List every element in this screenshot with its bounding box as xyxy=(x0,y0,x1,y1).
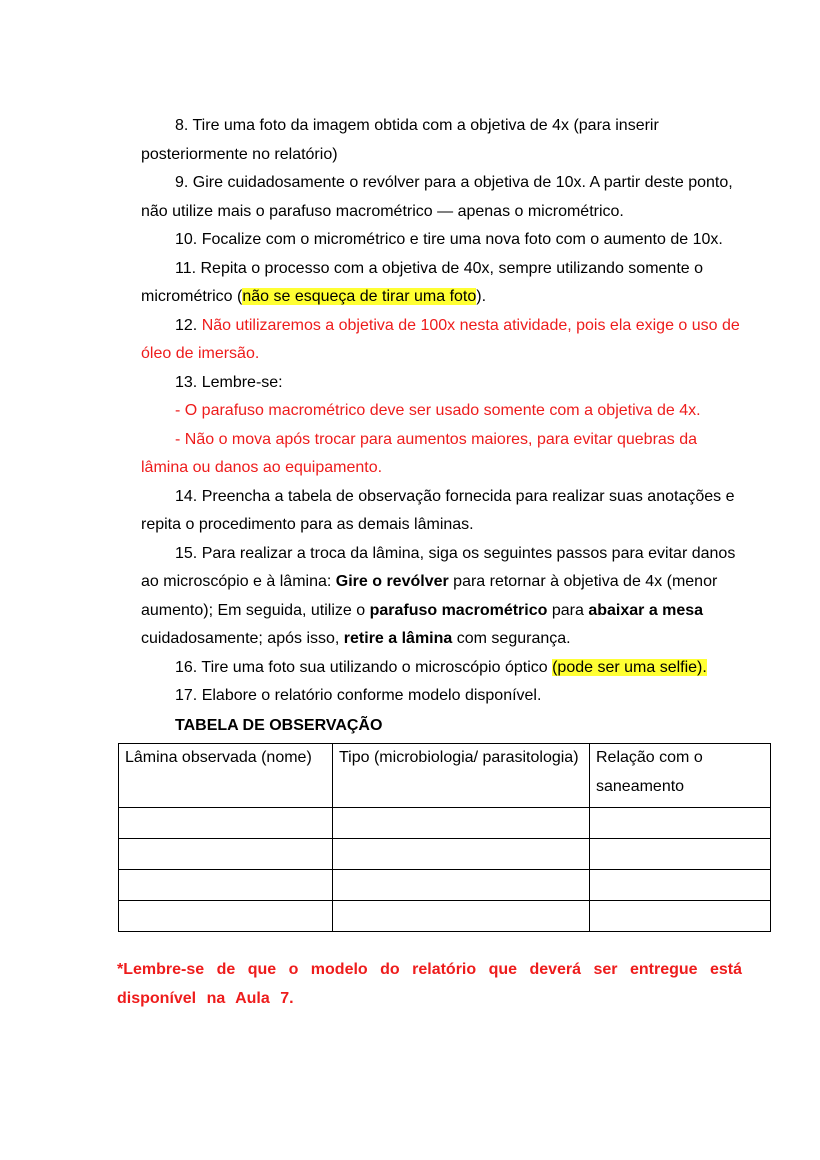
table-cell[interactable] xyxy=(333,808,590,839)
table-row xyxy=(119,808,771,839)
table-title: TABELA DE OBSERVAÇÃO xyxy=(175,716,383,734)
table-cell[interactable] xyxy=(119,901,333,932)
header-relacao: Relação com o saneamento xyxy=(590,744,771,808)
table-row xyxy=(119,839,771,870)
instructions xyxy=(141,112,742,740)
table-row xyxy=(119,901,771,932)
header-tipo: Tipo (microbiologia/ parasitologia) xyxy=(333,744,590,808)
step-12: 12. Não utilizaremos a objetiva de 100x nesta atividade, pois ela exige o uso de óleo de imersão. xyxy=(141,316,740,362)
table-cell[interactable] xyxy=(333,870,590,901)
highlight-selfie: (pode ser uma selfie). xyxy=(552,658,707,676)
table-cell[interactable] xyxy=(119,839,333,870)
step-14: 14. Preencha a tabela de observação fornecida para realizar suas anotações e repita o procedimento para as demais lâminas. xyxy=(141,487,735,533)
footer-note: *Lembre-se de que o modelo do relatório que deverá ser entregue está disponível na Aula 7. xyxy=(117,961,742,1007)
step-8: 8. Tire uma foto da imagem obtida com a objetiva de 4x (para inserir posteriormente no relatório) xyxy=(141,117,659,163)
observation-table xyxy=(118,743,771,932)
header-lamina: Lâmina observada (nome) xyxy=(119,744,333,808)
table-cell[interactable] xyxy=(590,870,771,901)
highlight-tirar-foto: não se esqueça de tirar uma foto xyxy=(242,288,477,305)
table-cell[interactable] xyxy=(119,870,333,901)
table-cell[interactable] xyxy=(119,808,333,839)
step-16: 16. Tire uma foto sua utilizando o microscópio óptico (pode ser uma selfie). xyxy=(175,658,707,676)
step-13-note-2: - Não o mova após trocar para aumentos maiores, para evitar quebras da lâmina ou danos ao equipamento. xyxy=(141,430,698,476)
step-17: 17. Elabore o relatório conforme modelo disponível. xyxy=(175,687,542,704)
table-cell[interactable] xyxy=(590,808,771,839)
table-cell[interactable] xyxy=(590,901,771,932)
table-cell[interactable] xyxy=(333,901,590,932)
step-13-note-1: - O parafuso macrométrico deve ser usado somente com a objetiva de 4x. xyxy=(175,402,701,419)
step-13: 13. Lembre-se: xyxy=(175,373,283,391)
step-9: 9. Gire cuidadosamente o revólver para a objetiva de 10x. A partir deste ponto, não utilize mais o parafuso macrométrico — apenas o micrométrico. xyxy=(141,174,733,220)
step-11: 11. Repita o processo com a objetiva de 40x, sempre utilizando somente o micrométrico (não se esqueça de tirar uma foto). xyxy=(141,259,703,305)
warning-text: Não utilizaremos a objetiva de 100x nesta atividade, pois ela exige o uso de óleo de imersão. xyxy=(141,316,740,362)
table-header-row xyxy=(119,744,771,808)
table-row xyxy=(119,870,771,901)
step-10: 10. Focalize com o micrométrico e tire uma nova foto com o aumento de 10x. xyxy=(175,231,723,248)
table-cell[interactable] xyxy=(333,839,590,870)
table-cell[interactable] xyxy=(590,839,771,870)
step-15: 15. Para realizar a troca da lâmina, siga os seguintes passos para evitar danos ao microscópio e à lâmina: Gire o revólver para retornar à objetiva de 4x (menor aumento); Em seguida, utilize o parafuso macrométrico para abaixar a mesa cuidadosamente; após isso, retire a lâmina com segurança. xyxy=(141,544,736,647)
